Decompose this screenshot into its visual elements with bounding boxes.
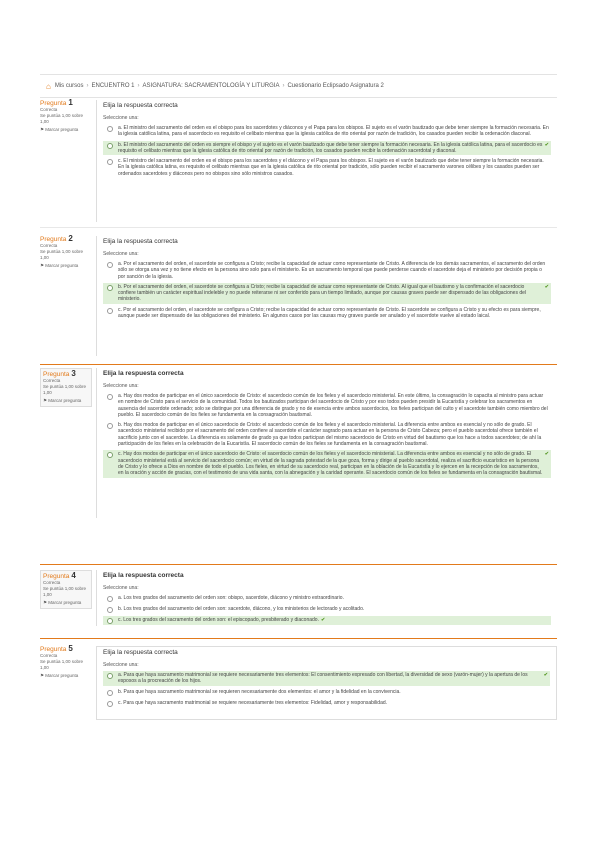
- answer-option-selected-correct[interactable]: c. Hay dos modos de participar en el único sacerdocio de Cristo: el sacerdocio común de los fieles y el sacerdocio ministerial. La diferencia entre ambos es esencial y no sólo de grado. El sacerdocio ministerial está al servicio del sacerdocio común; en virtud de la sagrada potestad de la que goza, forma y dirige al pueblo sacerdotal, realiza el sacrificio eucarístico en la persona de Cristo y lo ofrece a Dios en nombre de todo el pueblo. Los fieles, en virtud de su sacerdocio real, participan en la oblación de la Eucaristía y lo ejercen en la recepción de los sacramentos, en la oración y acción de gracias, con el testimonio de una vida santa, con la abnegación y la caridad operante. El sacerdocio común de los fieles se fundamenta en la consagración bautismal. ✔: [103, 450, 551, 477]
- answer-option-selected-correct[interactable]: b. Por el sacramento del orden, el sacerdote se configura a Cristo; recibe la capacidad de actuar como representante de Cristo. Al igual que el bautismo y la confirmación el sacerdocio confiere también un carácter espiritual indeleble y no puede reiterarse ni ser conferido para un tiempo limitado, aunque por causas graves puede ser dispensado de las obligaciones del ministerio. ✔: [103, 283, 551, 304]
- answer-option-selected-correct[interactable]: c. Los tres grados del sacramento del orden son: el episcopado, presbiterado y diaconado. ✔: [103, 616, 551, 625]
- answer-option-selected-correct[interactable]: b. El ministro del sacramento del orden es siempre el obispo y el sujeto es el varón bautizado que debe tener siempre la formación necesaria. En la iglesia católica latina, para el sacerdocio es requisito el celibato mientras que la iglesia católica de rito oriental por razón de tradición, los casados pueden recibir la ordenación sacerdotal y diaconal. ✔: [103, 141, 551, 156]
- radio-icon[interactable]: [107, 308, 113, 314]
- answer-option[interactable]: c. Por el sacramento del orden, el sacerdote se configura a Cristo; recibe la capacidad de actuar como representante de Cristo. El sacerdote se configura a Cristo y su efecto es para siempre, aunque puede ser dispensado de las obligaciones del ministerio. En algunos casos por las causas muy graves puede ser anulado y el sacerdote vuelve al estado laical.: [103, 306, 551, 321]
- question-divider: [40, 564, 557, 565]
- question-2: [40, 236, 557, 356]
- radio-icon[interactable]: [107, 159, 113, 165]
- answer-options: [103, 594, 551, 625]
- question-info: [40, 570, 92, 609]
- question-divider: [40, 227, 557, 228]
- question-text: Elija la respuesta correcta: [103, 649, 178, 656]
- question-text: Elija la respuesta correcta: [103, 572, 184, 579]
- question-content: [96, 368, 557, 518]
- question-content: [96, 236, 557, 356]
- question-status: Correcta: [40, 243, 58, 248]
- question-status: Correcta: [43, 580, 61, 585]
- radio-icon[interactable]: [107, 607, 113, 613]
- breadcrumb-subject[interactable]: ASIGNATURA: SACRAMENTOLOGÍA Y LITURGIA: [142, 83, 280, 89]
- answer-option[interactable]: a. Por el sacramento del orden, el sacerdote se configura a Cristo; recibe la capacidad de actuar como representante de Cristo. A diferencia de los demás sacramentos, el sacramento del orden sólo se otorga una vez y no tiene efecto en la persona sino solo para el ministerio. Es un sacramento temporal que puede perderse cuando el sacerdote deja el ministerio por decisión propia o por sanción de la iglesia.: [103, 260, 551, 281]
- check-icon: ✔: [544, 283, 549, 290]
- chevron-right-icon: ›: [282, 83, 285, 89]
- question-number: Pregunta 5: [40, 644, 73, 653]
- answer-option[interactable]: a. Hay dos modos de participar en el único sacerdocio de Cristo: el sacerdocio común de los fieles y el sacerdocio ministerial. En este último, la consagración lo capacita al ministro para actuar en nombre de Cristo para el servicio de la comunidad. Todos los bautizados participan del sacerdocio de Cristo y por eso todos pueden presidir la Eucaristía y celebrar los sacramentos en ausencia del sacerdote ordenado; solo se distingue por una diferencia de grado y no de esencia entre ambos sacerdocios, los fieles participan del culto y el sacerdote también como miembro del pueblo. El sacerdocio común de los fieles se fundamenta en la consagración bautismal.: [103, 392, 551, 419]
- radio-icon[interactable]: [107, 701, 113, 707]
- radio-icon[interactable]: [107, 673, 113, 679]
- question-points: Se puntúa 1,00 sobre 1,00: [43, 384, 87, 395]
- check-icon: ✔: [320, 617, 326, 623]
- question-3: [40, 368, 557, 518]
- question-number: Pregunta 1: [40, 98, 73, 107]
- answer-option[interactable]: c. Para que haya sacramento matrimonial se requiere necesariamente tres elementos: Fidelidad, amor y responsabilidad.: [103, 699, 550, 708]
- answer-options: [103, 671, 550, 708]
- question-divider: [40, 638, 557, 639]
- radio-icon[interactable]: [107, 285, 113, 291]
- question-content: [96, 646, 557, 720]
- breadcrumb: [40, 74, 557, 98]
- answer-options: [103, 392, 551, 478]
- question-info: [40, 646, 90, 679]
- question-number: Pregunta 2: [40, 234, 73, 243]
- flag-question-button[interactable]: ⚑ Marcar pregunta: [43, 398, 82, 403]
- radio-icon[interactable]: [107, 126, 113, 132]
- answer-options: [103, 260, 551, 320]
- check-icon: ✔: [544, 451, 549, 458]
- flag-question-button[interactable]: ⚑ Marcar pregunta: [40, 263, 79, 268]
- flag-question-button[interactable]: ⚑ Marcar pregunta: [40, 127, 79, 132]
- question-divider: [40, 364, 557, 365]
- select-prompt: Seleccione una:: [103, 251, 139, 257]
- question-number: Pregunta 4: [43, 571, 76, 580]
- question-points: Se puntúa 1,00 sobre 1,00: [40, 249, 84, 260]
- check-icon: ✔: [544, 141, 549, 148]
- flag-question-button[interactable]: ⚑ Marcar pregunta: [43, 600, 82, 605]
- breadcrumb-my-courses[interactable]: Mis cursos: [54, 83, 84, 89]
- answer-option-selected-correct[interactable]: a. Para que haya sacramento matrimonial se requiere necesariamente tres elementos: El consentimiento expresado con libertad, la diversidad de sexo (varón-mujer) y la apertura de los esposos a la procreación de los hijos. ✔: [103, 671, 550, 686]
- select-prompt: Seleccione una:: [103, 585, 139, 591]
- chevron-right-icon: ›: [86, 83, 89, 89]
- question-4: [40, 570, 557, 626]
- radio-icon[interactable]: [107, 423, 113, 429]
- flag-question-button[interactable]: ⚑ Marcar pregunta: [40, 673, 79, 678]
- question-content: [96, 100, 557, 222]
- radio-icon[interactable]: [107, 618, 113, 624]
- question-status: Correcta: [43, 378, 61, 383]
- question-text: Elija la respuesta correcta: [103, 370, 184, 377]
- radio-icon[interactable]: [107, 452, 113, 458]
- answer-options: [103, 124, 551, 178]
- radio-icon[interactable]: [107, 394, 113, 400]
- question-points: Se puntúa 1,00 sobre 1,00: [43, 586, 87, 597]
- home-icon[interactable]: ⌂: [46, 81, 51, 91]
- radio-icon[interactable]: [107, 596, 113, 602]
- question-info: [40, 236, 90, 269]
- question-5: [40, 646, 557, 720]
- chevron-right-icon: ›: [137, 83, 140, 89]
- question-points: Se puntúa 1,00 sobre 1,00: [40, 113, 84, 124]
- radio-icon[interactable]: [107, 143, 113, 149]
- question-status: Correcta: [40, 107, 58, 112]
- question-info: [40, 100, 90, 133]
- answer-option[interactable]: c. El ministro del sacramento del orden es el obispo para los sacerdotes y el diácono y el Papa para los obispos. El sujeto es el varón bautizado que debe tener siempre la formación necesaria. En la iglesia católica latina, es requisito el celibato mientras que en la iglesia católica de rito oriental por tradición, sólo pueden recibir el sacramento varones célibes y los casados pueden ser ordenados sacerdotes y diáconos pero no obispos sino sólo ministros casados.: [103, 157, 551, 178]
- answer-option[interactable]: b. Hay dos modos de participar en el único sacerdocio de Cristo: el sacerdocio común de los fieles y el sacerdocio ministerial. La diferencia entre ambos es esencial y no sólo de grado. El sacerdocio ministerial recibido por el sacramento del orden confiere al sacerdote el carácter sagrado para actuar en la persona de Cristo Cabeza; pero el pueblo sacerdotal ofrece también el sacrificio junto con el sacerdote. La diferencia es solamente de grado ya que todos participan del mismo sacerdocio de Cristo en virtud del bautismo que los hace a todos sacerdotes; de ahí la participación de los fieles en la celebración de la Eucaristía. El sacerdocio común de los fieles se fundamenta en la consagración bautismal.: [103, 421, 551, 448]
- select-prompt: Seleccione una:: [103, 662, 139, 668]
- question-points: Se puntúa 1,00 sobre 1,00: [40, 659, 84, 670]
- question-number: Pregunta 3: [43, 369, 76, 378]
- question-text: Elija la respuesta correcta: [103, 102, 178, 109]
- select-prompt: Seleccione una:: [103, 383, 139, 389]
- select-prompt: Seleccione una:: [103, 115, 139, 121]
- breadcrumb-course[interactable]: ENCUENTRO 1: [91, 83, 135, 89]
- question-content: [96, 570, 557, 626]
- answer-option[interactable]: a. El ministro del sacramento del orden es el obispo para los sacerdotes y diáconos y el Papa para los obispos. El sujeto es el varón bautizado que debe tener siempre la formación necesaria. En la iglesia católica latina, para el sacerdocio es requisito el celibato mientras que la iglesia católica de rito oriental por razón de tradición, los casados pueden recibir la ordenación diaconal.: [103, 124, 551, 139]
- question-1: [40, 100, 557, 222]
- breadcrumb-quiz[interactable]: Cuestionario Eclipsado Asignatura 2: [287, 83, 384, 89]
- question-info: [40, 368, 92, 407]
- answer-option[interactable]: b. Para que haya sacramento matrimonial se requieren necesariamente dos elementos: el amor y la fidelidad en la convivencia.: [103, 688, 550, 697]
- answer-option[interactable]: b. Los tres grados del sacramento del orden son: sacerdote, diácono, y los ministerios de lectorado y acolitado.: [103, 605, 551, 614]
- check-icon: ✔: [543, 672, 548, 678]
- question-status: Correcta: [40, 653, 58, 658]
- radio-icon[interactable]: [107, 690, 113, 696]
- question-text: Elija la respuesta correcta: [103, 238, 178, 245]
- radio-icon[interactable]: [107, 262, 113, 268]
- answer-option[interactable]: a. Los tres grados del sacramento del orden son: obispo, sacerdote, diácono y ministro extraordinario.: [103, 594, 551, 603]
